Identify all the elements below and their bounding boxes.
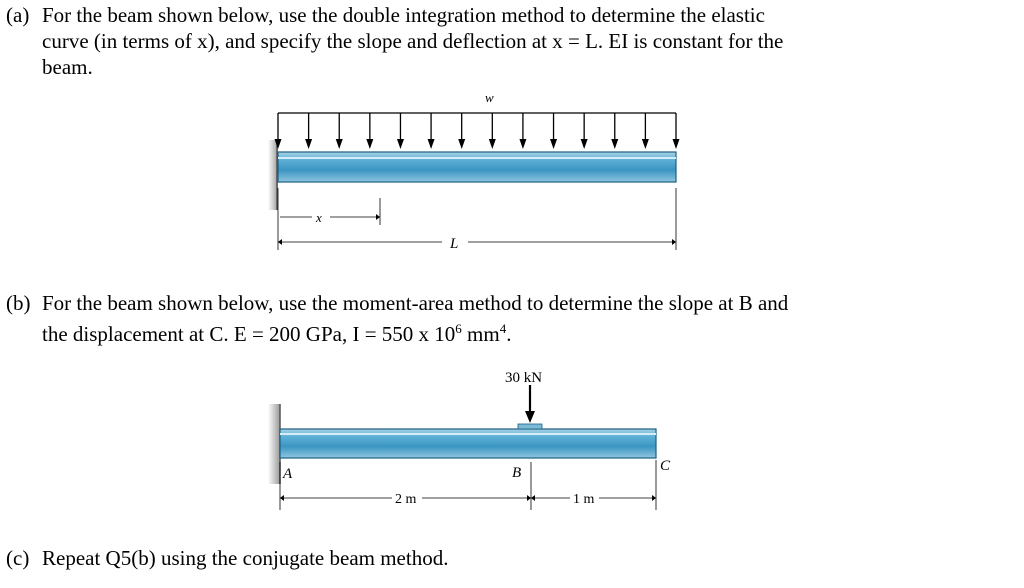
dim-x-label: x: [316, 210, 322, 225]
point-load-arrowhead: [525, 411, 535, 423]
load-bearing-plate: [518, 424, 542, 429]
question-a-line2: curve (in terms of x), and specify the slope and deflection at x = L. EI is constant for the: [42, 29, 784, 53]
question-c: [6, 545, 448, 571]
question-b-line2-end: .: [506, 322, 512, 346]
question-b-label: (b): [6, 291, 31, 315]
dim-2m-label: 2 m: [395, 492, 417, 507]
point-load-label: 30 kN: [505, 370, 543, 386]
question-b-exponent: 6: [455, 321, 462, 336]
question-a-line3: beam.: [42, 55, 93, 79]
dim-l-label: L: [450, 236, 459, 252]
question-b-unit-exponent: 4: [499, 321, 507, 336]
question-c-label: (c): [6, 546, 30, 570]
fixed-support-wall-b: [268, 404, 280, 484]
question-c-text: Repeat Q5(b) using the conjugate beam method.: [42, 546, 449, 570]
dim-1m-arrow-right: [652, 495, 656, 501]
point-b-label: B: [512, 465, 522, 481]
load-w-label: w: [485, 90, 494, 105]
question-b-line2-prefix: the displacement at C. E = 200 GPa, I = 550 x 10: [42, 322, 456, 346]
question-b-line1: For the beam shown below, use the moment-area method to determine the slope at B and: [42, 291, 789, 315]
question-b-unit: mm: [461, 322, 500, 346]
dim-2m-arrow-right: [527, 495, 531, 501]
dim-2m-arrow-left: [280, 495, 284, 501]
question-a-line1: For the beam shown below, use the double integration method to determine the elastic: [42, 3, 765, 27]
dim-1m-label: 1 m: [573, 492, 595, 507]
point-c-label: C: [660, 458, 671, 474]
question-a-label: (a): [6, 3, 30, 27]
dim-1m-arrow-left: [531, 495, 535, 501]
point-a-label: A: [283, 466, 293, 482]
